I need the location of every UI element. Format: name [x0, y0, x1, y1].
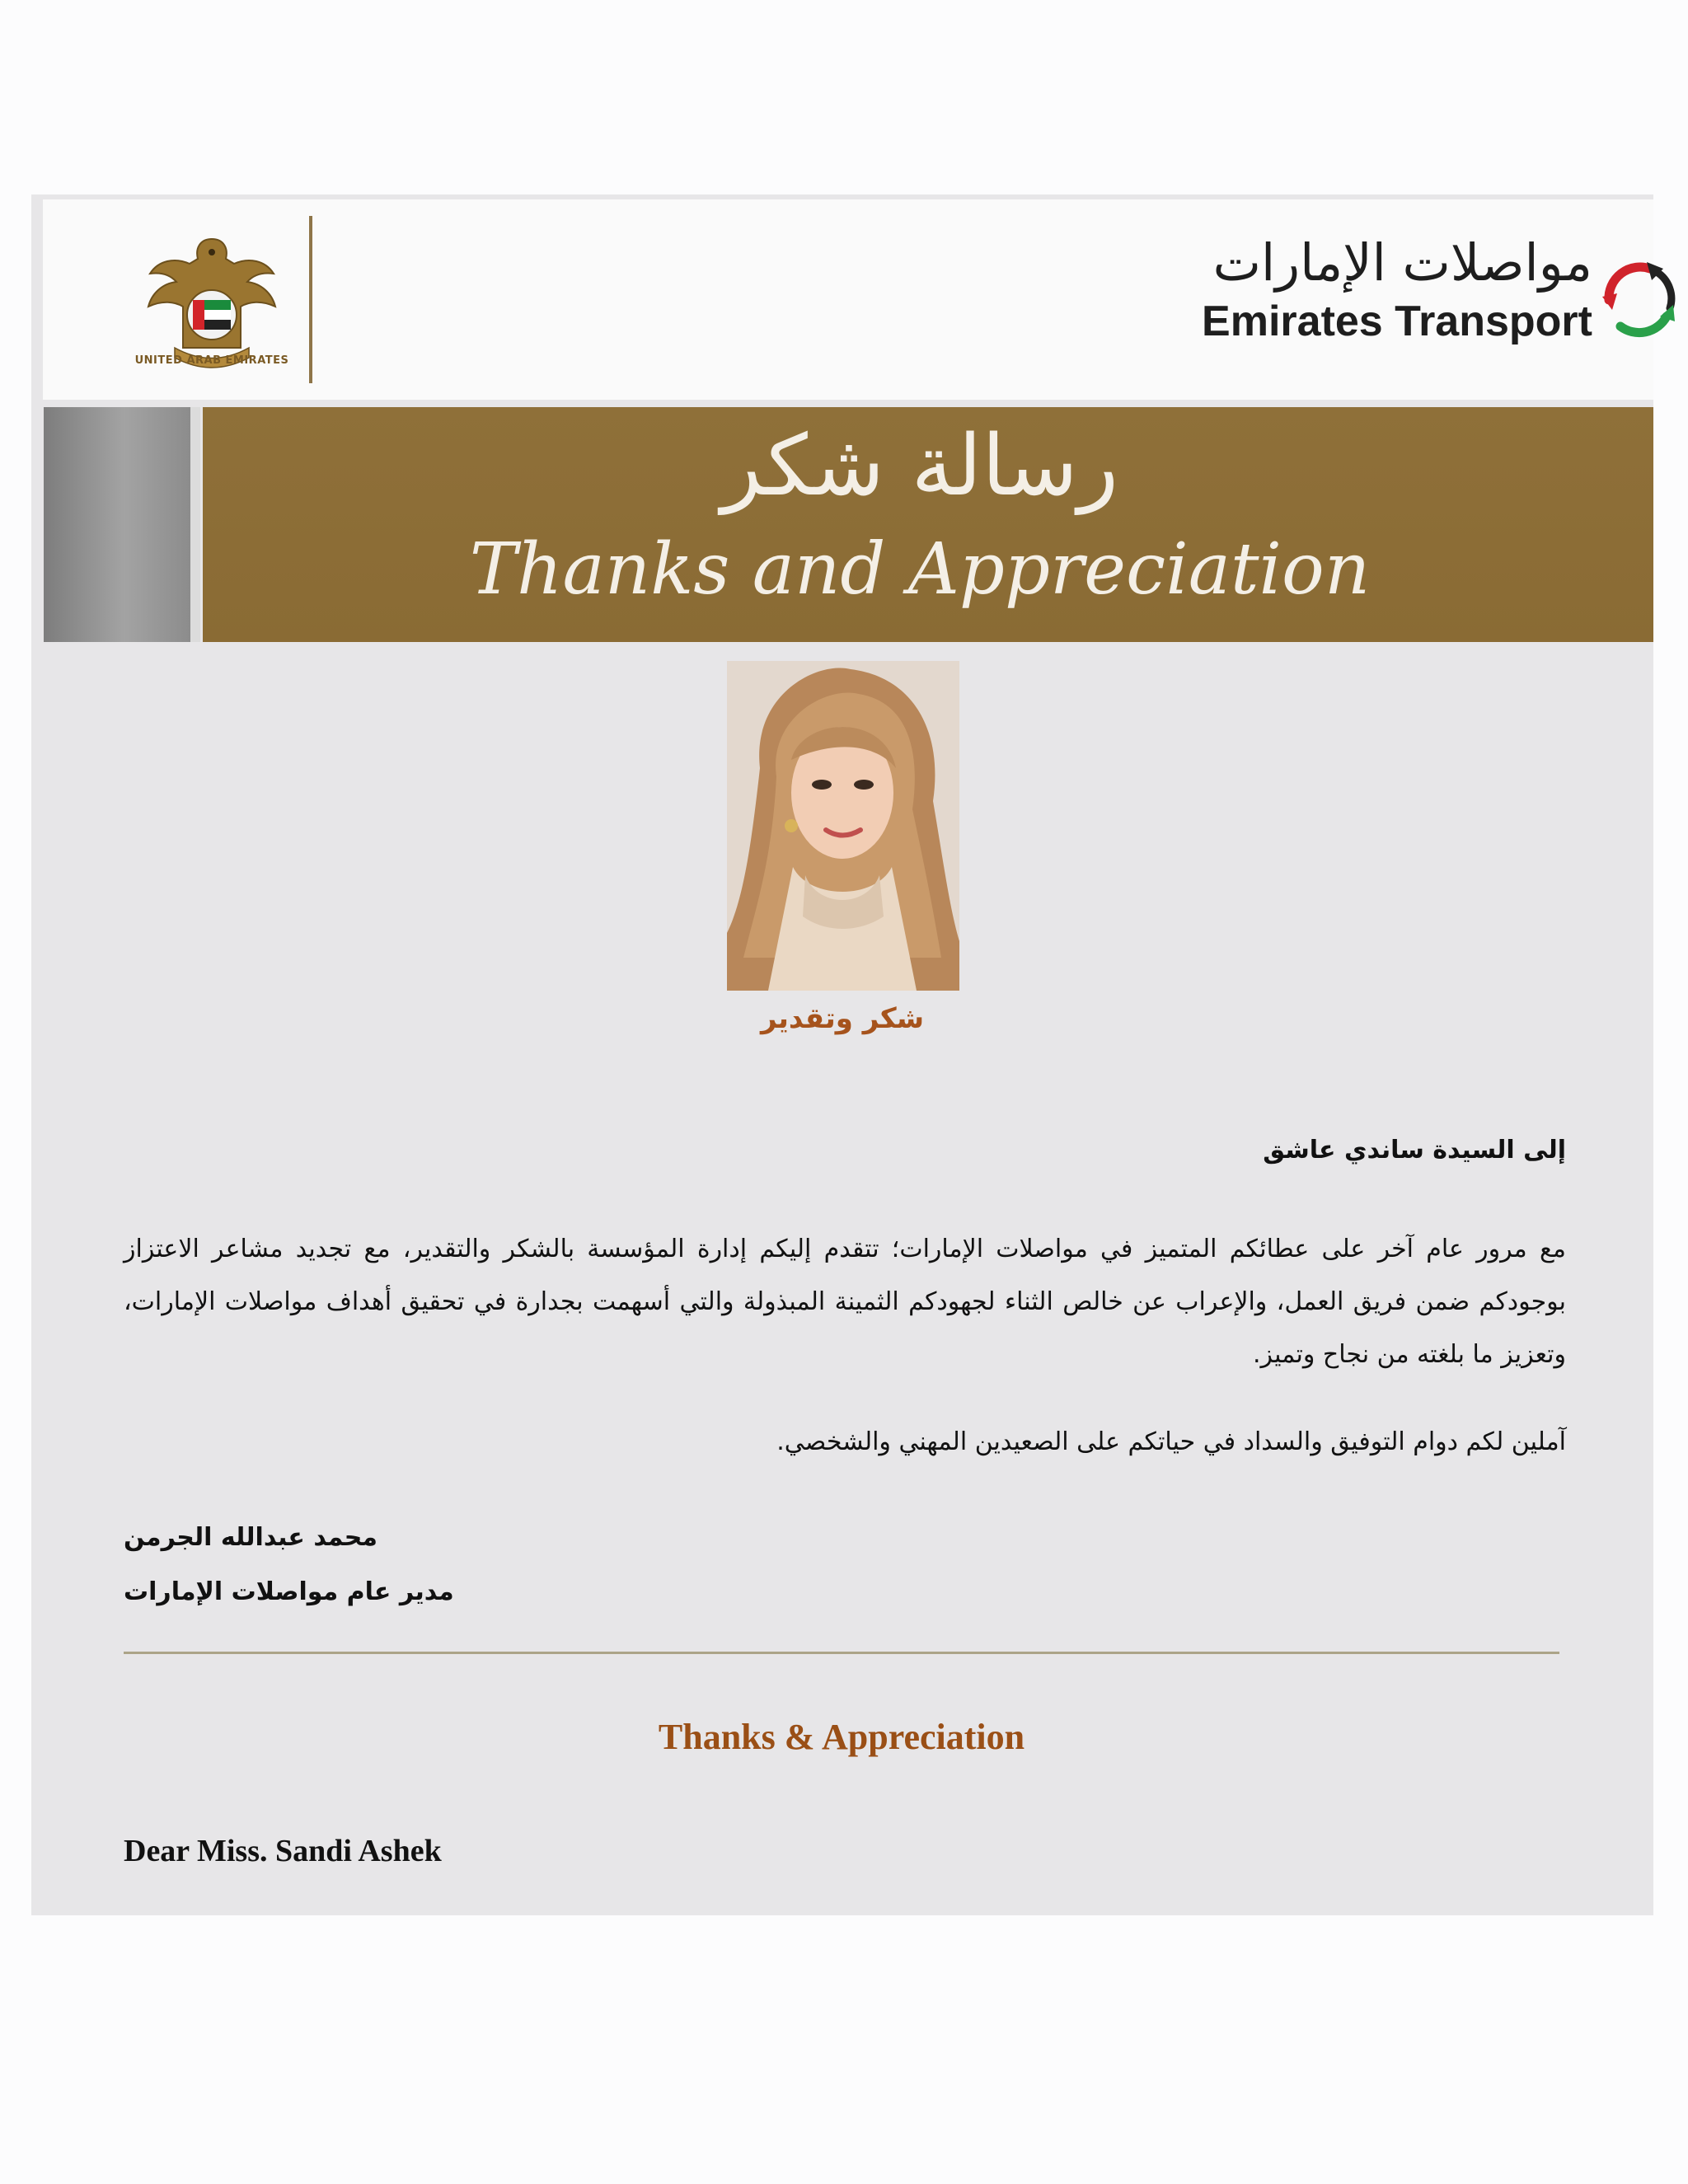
- signatory-name: محمد عبدالله الجرمن: [124, 1523, 377, 1552]
- letter-card: [31, 194, 1653, 1915]
- banner-title-arabic: رسالة شكر: [720, 417, 1119, 515]
- english-greeting: Dear Miss. Sandi Ashek: [124, 1834, 442, 1868]
- banner-title-english: Thanks and Appreciation: [469, 528, 1371, 611]
- arabic-paragraph: مع مرور عام آخر على عطائكم المتميز في مواصلات الإمارات؛ تتقدم إليكم إدارة المؤسسة بالشكر والتقدير، مع تجديد مشاعر الاعتزاز بوجودكم ضمن فريق العمل، والإعراب عن خالص الثناء لجهودكم الثمينة المبذولة والتي أسهمت بجدارة في تحقيق أهداف مواصلات الإمارات، وتعزيز ما بلغته من نجاح وتميز.: [124, 1235, 1566, 1369]
- arabic-wishes: آملين لكم دوام التوفيق والسداد في حياتكم على الصعيدين المهني والشخصي.: [776, 1427, 1566, 1456]
- employee-photo: [727, 661, 959, 991]
- banner-side-block: [44, 407, 190, 642]
- brand-name-arabic: مواصلات الإمارات: [1212, 232, 1592, 293]
- letter-header: [43, 199, 1653, 400]
- emirates-transport-logo-icon: [1592, 251, 1685, 343]
- english-title: Thanks & Appreciation: [658, 1717, 1025, 1757]
- photo-caption: شكر وتقدير: [760, 1002, 925, 1035]
- signatory-title: مدير عام مواصلات الإمارات: [124, 1577, 454, 1606]
- emblem-caption: UNITED ARAB EMIRATES: [134, 354, 289, 367]
- arabic-greeting: إلى السيدة ساندي عاشق: [1263, 1136, 1566, 1165]
- header-divider: [309, 216, 312, 383]
- section-divider: [124, 1652, 1559, 1654]
- banner-gap: [190, 407, 200, 642]
- brand-name-english: Emirates Transport: [1202, 298, 1592, 345]
